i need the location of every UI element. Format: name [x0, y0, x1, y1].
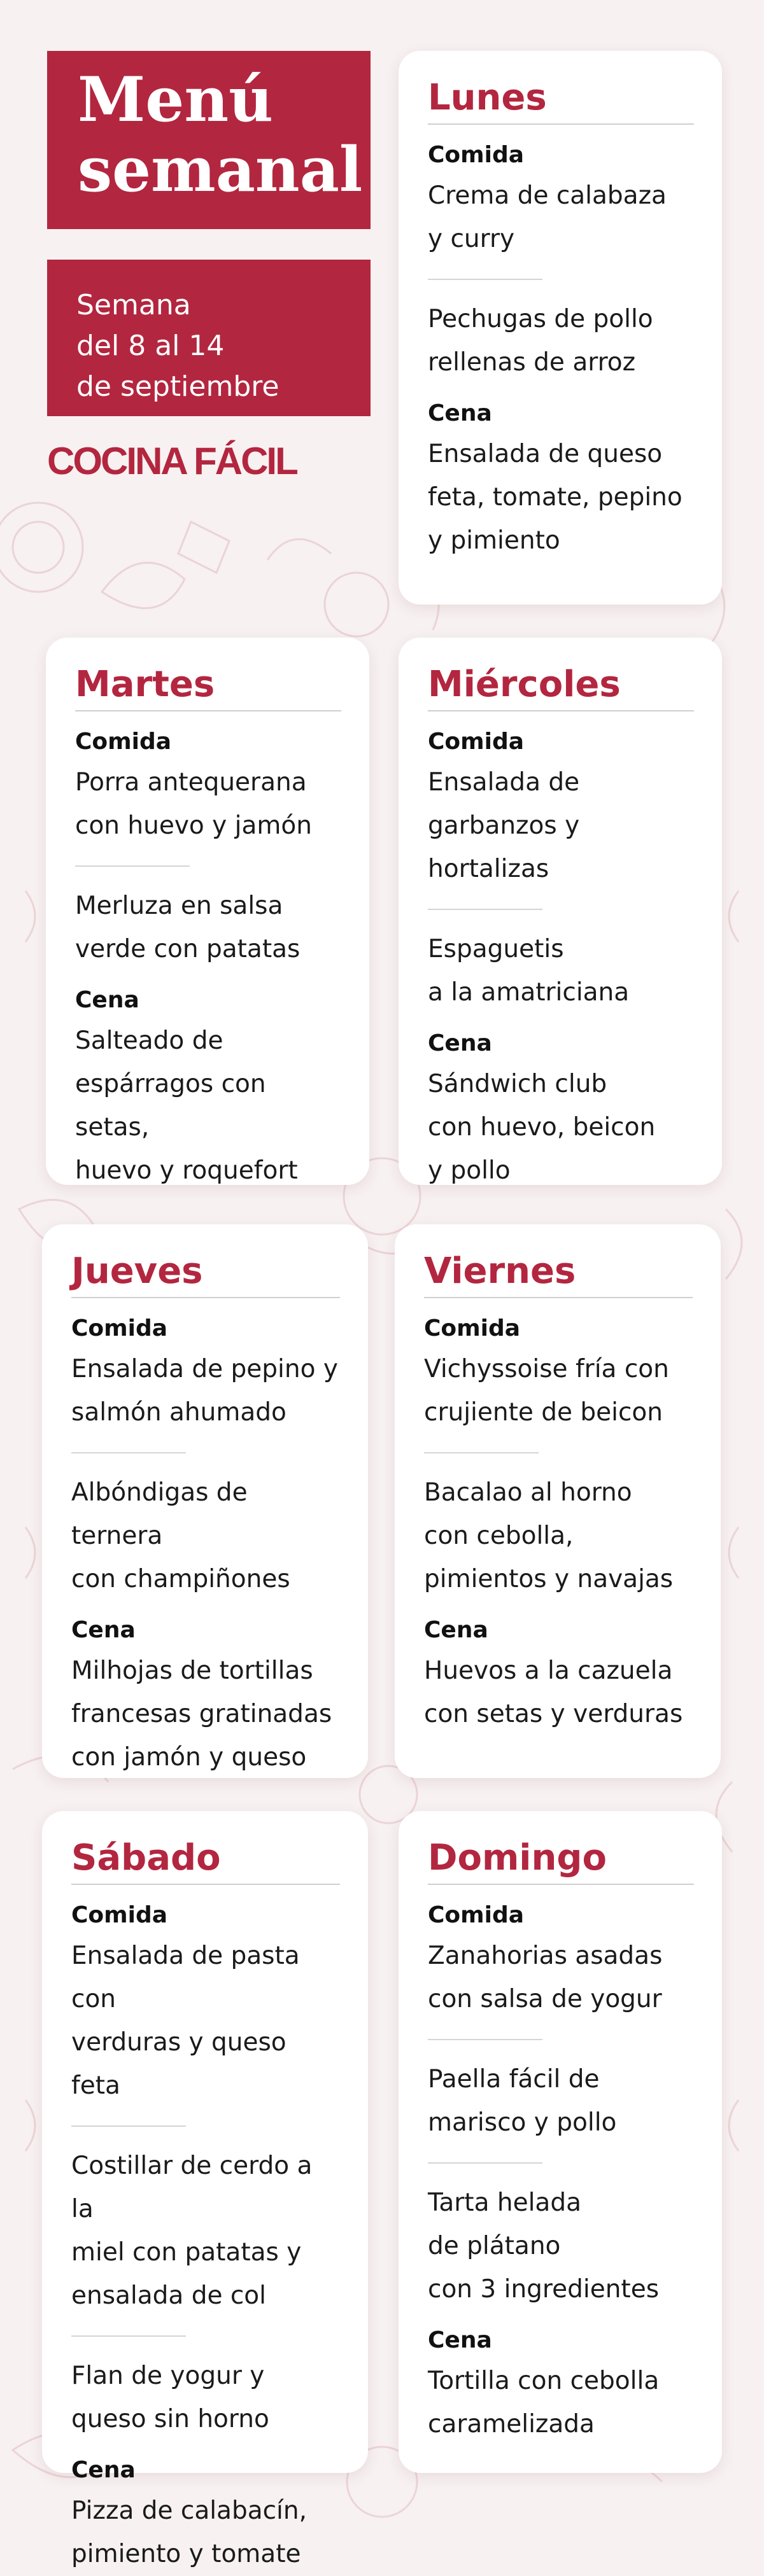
dish-line: a la amatriciana: [428, 978, 630, 1007]
dish-line: con cebolla,: [424, 1522, 574, 1550]
day-card-jueves: [42, 1224, 368, 1778]
comida-label: Comida: [75, 729, 172, 755]
comida-label: Comida: [428, 729, 525, 755]
dish-line: Porra antequerana: [75, 768, 307, 797]
dish-line: Paella fácil de: [428, 2065, 600, 2094]
dish-line: rellenas de arroz: [428, 348, 636, 377]
dish-line: con huevo y jamón: [75, 811, 312, 840]
dish-separator: [428, 279, 542, 280]
menu-title-line2: semanal: [78, 134, 363, 206]
dish-line: Bacalao al horno: [424, 1478, 632, 1507]
day-title: Lunes: [428, 77, 547, 118]
cena-label: Cena: [428, 1030, 492, 1056]
menu-title-line1: Menú: [78, 64, 273, 136]
dish-line: pimientos y navajas: [424, 1565, 674, 1593]
cena-label: Cena: [428, 2327, 492, 2353]
day-title: Viernes: [424, 1250, 576, 1292]
dish-line: Flan de yogur y: [71, 2362, 265, 2390]
week-line3: de septiembre: [76, 370, 279, 403]
day-card-sabado: [42, 1811, 368, 2568]
cena-label: Cena: [424, 1617, 488, 1643]
dish-line: crujiente de beicon: [424, 1398, 663, 1427]
dish-line: garbanzos y hortalizas: [428, 811, 580, 883]
dish-line: caramelizada: [428, 2410, 595, 2439]
day-title: Jueves: [71, 1250, 203, 1292]
dish-line: y pollo: [428, 1156, 511, 1185]
dish-line: con setas y verduras: [424, 1700, 683, 1728]
divider: [71, 1297, 340, 1298]
dish-line: Milhojas de tortillas: [71, 1656, 313, 1685]
dish-line: Vichyssoise fría con: [424, 1355, 669, 1383]
cena-label: Cena: [75, 987, 139, 1013]
dish-line: Albóndigas de ternera: [71, 1478, 248, 1550]
dish-line: Huevos a la cazuela: [424, 1656, 673, 1685]
dish-separator: [71, 2335, 186, 2337]
dish-line: Tarta helada: [428, 2188, 581, 2217]
dish-line: Ensalada de pepino y: [71, 1355, 338, 1383]
dish-line: Tortilla con cebolla: [428, 2367, 660, 2395]
comida-label: Comida: [424, 1315, 521, 1341]
dish-line: Ensalada de: [428, 768, 580, 797]
cena-label: Cena: [71, 1617, 136, 1643]
comida-label: Comida: [71, 1315, 168, 1341]
dish-line: Pechugas de pollo: [428, 305, 653, 333]
dish-line: Costillar de cerdo a la: [71, 2152, 313, 2223]
dish-line: Sándwich club: [428, 1070, 607, 1098]
dish-line: con champiñones: [71, 1565, 290, 1593]
day-title: Martes: [75, 664, 215, 705]
dish-line: pimiento y tomate: [71, 2540, 301, 2568]
dish-line: francesas gratinadas: [71, 1700, 332, 1728]
dish-line: salmón ahumado: [71, 1398, 286, 1427]
divider: [428, 123, 694, 125]
dish-line: Salteado de: [75, 1026, 223, 1055]
comida-label: Comida: [71, 1902, 168, 1928]
dish-line: y curry: [428, 225, 515, 253]
dish-line: con 3 ingredientes: [428, 2275, 660, 2304]
dish-line: miel con patatas y: [71, 2238, 302, 2267]
divider: [424, 1297, 693, 1298]
day-card-martes: [46, 638, 369, 1185]
dish-separator: [428, 2162, 542, 2164]
dish-line: Crema de calabaza: [428, 181, 667, 210]
dish-line: Zanahorias asadas: [428, 1942, 663, 1970]
divider: [71, 1884, 340, 1885]
day-title: Domingo: [428, 1837, 607, 1879]
dish-line: y pimiento: [428, 526, 560, 555]
dish-line: Merluza en salsa: [75, 892, 283, 920]
dish-line: Pizza de calabacín,: [71, 2496, 308, 2525]
dish-line: de plátano: [428, 2232, 561, 2260]
week-box: [47, 260, 371, 416]
menu-title-box: [47, 51, 371, 229]
dish-line: con jamón y queso: [71, 1743, 307, 1772]
dish-line: Ensalada de queso: [428, 440, 663, 468]
brand-logo: COCINA FÁCIL: [47, 440, 297, 482]
dish-line: feta, tomate, pepino: [428, 483, 683, 512]
dish-line: ensalada de col: [71, 2281, 267, 2310]
dish-separator: [71, 1452, 186, 1453]
comida-label: Comida: [428, 142, 525, 168]
day-card-miercoles: [399, 638, 722, 1185]
cena-label: Cena: [71, 2457, 136, 2483]
dish-separator: [428, 2039, 542, 2040]
dish-line: con salsa de yogur: [428, 1985, 662, 2013]
comida-label: Comida: [428, 1902, 525, 1928]
divider: [428, 1884, 694, 1885]
day-card-viernes: [395, 1224, 721, 1778]
dish-line: Espaguetis: [428, 935, 564, 963]
week-line1: Semana: [76, 289, 191, 321]
divider: [75, 710, 341, 711]
divider: [428, 710, 694, 711]
dish-separator: [428, 909, 542, 910]
dish-line: queso sin horno: [71, 2405, 269, 2433]
dish-line: huevo y roquefort: [75, 1156, 298, 1185]
dish-line: verduras y queso feta: [71, 2028, 286, 2100]
dish-separator: [71, 2125, 186, 2127]
cena-label: Cena: [428, 400, 492, 426]
dish-separator: [424, 1452, 539, 1453]
dish-line: Ensalada de pasta con: [71, 1942, 300, 2013]
week-line2: del 8 al 14: [76, 330, 225, 362]
day-card-lunes: [399, 51, 722, 605]
dish-line: con huevo, beicon: [428, 1113, 656, 1142]
day-title: Sábado: [71, 1837, 221, 1879]
dish-line: verde con patatas: [75, 935, 301, 963]
dish-line: espárragos con setas,: [75, 1070, 266, 1142]
dish-separator: [75, 865, 190, 867]
day-card-domingo: [399, 1811, 722, 2473]
dish-line: marisco y pollo: [428, 2108, 617, 2137]
day-title: Miércoles: [428, 664, 621, 705]
